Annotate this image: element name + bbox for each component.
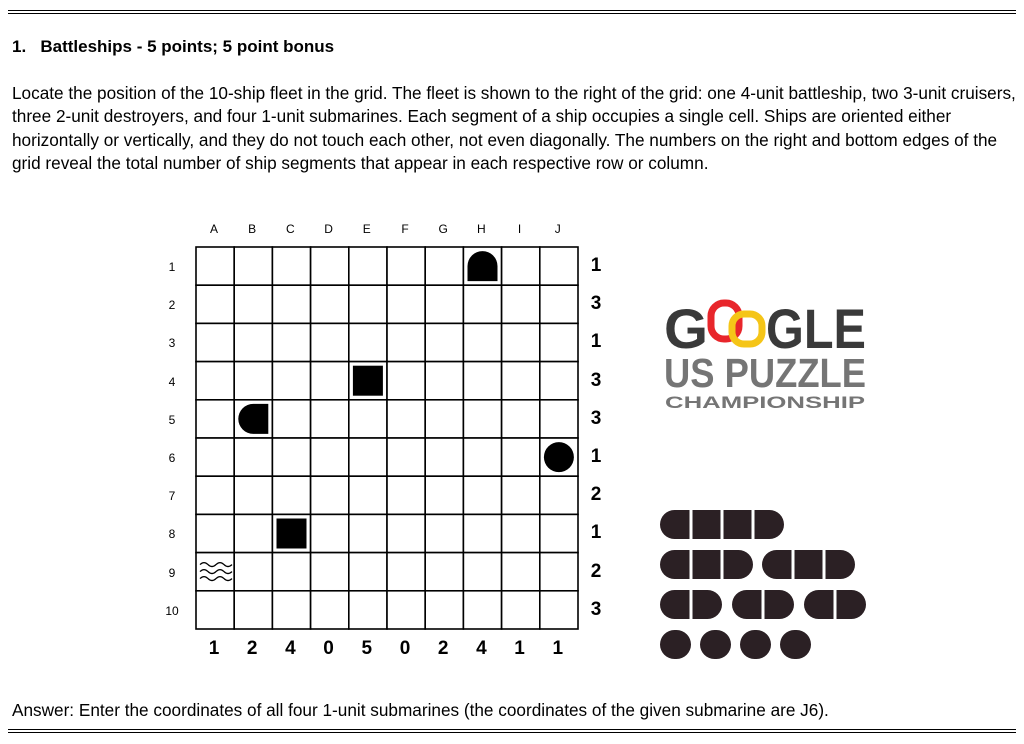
grid-cell-H4[interactable] [463, 362, 501, 400]
grid-cell-H9[interactable] [463, 553, 501, 591]
grid-cell-F3[interactable] [387, 323, 425, 361]
grid-cell-C10[interactable] [272, 591, 310, 629]
grid-cell-I5[interactable] [502, 400, 540, 438]
grid-cell-H10[interactable] [463, 591, 501, 629]
bottom-rule-inner [8, 732, 1016, 733]
destroyer-icon [660, 590, 722, 619]
column-letter-i: I [517, 222, 522, 236]
column-letter-d: D [324, 222, 333, 236]
column-clue-j: 1 [552, 638, 564, 659]
column-letter-b: B [248, 222, 257, 236]
grid-cell-B3[interactable] [234, 323, 272, 361]
row-number-6: 6 [168, 451, 176, 465]
grid-cell-E8[interactable] [349, 514, 387, 552]
submarine-icon [700, 630, 731, 659]
column-clue-c: 4 [285, 638, 296, 659]
grid-cell-F4[interactable] [387, 362, 425, 400]
bottom-rule [8, 729, 1016, 730]
battleship-icon [660, 510, 784, 539]
grid-cell-I9[interactable] [502, 553, 540, 591]
row-number-5: 5 [168, 412, 176, 427]
fleet-key [660, 508, 870, 668]
grid-cell-E3[interactable] [349, 323, 387, 361]
row-number-8: 8 [168, 527, 176, 542]
grid-cell-J7[interactable] [540, 476, 578, 514]
row-number-10: 10 [165, 603, 179, 618]
submarine-icon [780, 630, 811, 659]
grid-cell-E5[interactable] [349, 400, 387, 438]
submarine-icon [660, 630, 691, 659]
grid-cell-H2[interactable] [463, 285, 501, 323]
grid-cell-D10[interactable] [311, 591, 349, 629]
grid-cell-A3[interactable] [196, 323, 234, 361]
grid-cell-G7[interactable] [425, 476, 463, 514]
grid-cell-G6[interactable] [425, 438, 463, 476]
grid-cell-E6[interactable] [349, 438, 387, 476]
svg-text:GLE: GLE [766, 297, 866, 360]
grid-cell-J4[interactable] [540, 362, 578, 400]
destroyer-icon [732, 590, 794, 619]
grid-cell-D4[interactable] [311, 362, 349, 400]
given-submarine-J6 [544, 442, 574, 472]
grid-cell-C1[interactable] [272, 247, 310, 285]
grid-cell-A7[interactable] [196, 476, 234, 514]
grid-cell-C6[interactable] [272, 438, 310, 476]
grid-cell-D3[interactable] [311, 323, 349, 361]
grid-cell-B6[interactable] [234, 438, 272, 476]
puzzle-instructions: Locate the position of the 10-ship fleet in the grid. The fleet is shown to the right of the grid: one 4-unit battleship, two 3-unit cruisers, three 2-unit destroyers, and four 1-unit submarines. Each segment of a ship occupies a single cell. Ships are oriented either horizontally or vertically, and they do not touch each other, not even diagonally. The numbers on the right and bottom edges of the grid reveal the total number of ship segments that appear in each respective row or column. [12, 83, 1016, 173]
grid-cell-D1[interactable] [311, 247, 349, 285]
grid-cell-B4[interactable] [234, 362, 272, 400]
top-rule-inner [8, 13, 1016, 14]
column-letter-j: J [554, 222, 561, 236]
grid-cell-C7[interactable] [272, 476, 310, 514]
grid-cell-D7[interactable] [311, 476, 349, 514]
column-letter-h: H [477, 222, 486, 236]
grid-cell-I2[interactable] [502, 285, 540, 323]
row-clue-5: 3 [590, 407, 602, 429]
grid-cell-I7[interactable] [502, 476, 540, 514]
row-number-7: 7 [168, 489, 176, 504]
grid-cell-F1[interactable] [387, 247, 425, 285]
grid-cell-J5[interactable] [540, 400, 578, 438]
grid-cell-A6[interactable] [196, 438, 234, 476]
grid-cell-G10[interactable] [425, 591, 463, 629]
grid-cell-D2[interactable] [311, 285, 349, 323]
grid-cell-A2[interactable] [196, 285, 234, 323]
grid-cell-B10[interactable] [234, 591, 272, 629]
column-clue-h: 4 [476, 638, 487, 659]
grid-cell-D5[interactable] [311, 400, 349, 438]
grid-cell-C5[interactable] [272, 400, 310, 438]
row-clue-6: 1 [590, 446, 602, 467]
grid-cell-F9[interactable] [387, 553, 425, 591]
grid-cell-F2[interactable] [387, 285, 425, 323]
grid-cell-B2[interactable] [234, 285, 272, 323]
grid-cell-J3[interactable] [540, 323, 578, 361]
row-number-1: 1 [168, 260, 176, 274]
column-letter-a: A [209, 222, 218, 236]
row-clue-7: 2 [590, 484, 602, 506]
cruiser-icon [762, 550, 855, 579]
google-us-puzzle-championship-logo [662, 294, 868, 419]
given-end-top-H1 [468, 251, 498, 281]
grid-cell-I10[interactable] [502, 591, 540, 629]
grid-cell-I1[interactable] [502, 247, 540, 285]
row-clue-1: 1 [590, 255, 602, 276]
grid-cell-J10[interactable] [540, 591, 578, 629]
column-clue-d: 0 [323, 638, 334, 659]
row-clue-4: 3 [590, 369, 602, 391]
grid-cell-I4[interactable] [502, 362, 540, 400]
grid-cell-A8[interactable] [196, 514, 234, 552]
grid-cell-F6[interactable] [387, 438, 425, 476]
grid-cell-E2[interactable] [349, 285, 387, 323]
destroyer-icon [804, 590, 866, 619]
column-letter-e: E [362, 222, 371, 236]
grid-cell-C3[interactable] [272, 323, 310, 361]
row-clue-2: 3 [590, 293, 602, 315]
grid-cell-E1[interactable] [349, 247, 387, 285]
grid-cell-F10[interactable] [387, 591, 425, 629]
grid-cell-H8[interactable] [463, 514, 501, 552]
given-middle-C8 [277, 519, 307, 549]
grid-cell-I8[interactable] [502, 514, 540, 552]
grid-cell-J1[interactable] [540, 247, 578, 285]
grid-cell-C2[interactable] [272, 285, 310, 323]
grid-cell-I6[interactable] [502, 438, 540, 476]
svg-text:G: G [664, 297, 708, 360]
top-rule [8, 10, 1016, 11]
puzzle-title: 1. Battleships - 5 points; 5 point bonus [12, 37, 335, 56]
grid-cell-J2[interactable] [540, 285, 578, 323]
grid-cell-G9[interactable] [425, 553, 463, 591]
battleship-grid[interactable] [195, 246, 579, 630]
grid-cell-G3[interactable] [425, 323, 463, 361]
grid-cell-E9[interactable] [349, 553, 387, 591]
svg-text:CHAMPIONSHIP: CHAMPIONSHIP [665, 393, 865, 412]
grid-cell-C4[interactable] [272, 362, 310, 400]
answer-instruction: Answer: Enter the coordinates of all four 1-unit submarines (the coordinates of the given submarine are J6). [12, 700, 829, 720]
column-clue-b: 2 [246, 638, 258, 659]
grid-cell-A5[interactable] [196, 400, 234, 438]
row-clue-8: 1 [590, 522, 602, 544]
svg-text:US PUZZLE: US PUZZLE [664, 350, 866, 396]
grid-cell-H5[interactable] [463, 400, 501, 438]
given-end-left-B5 [238, 404, 268, 434]
column-clue-a: 1 [208, 638, 220, 659]
row-number-9: 9 [168, 565, 176, 580]
grid-cell-F5[interactable] [387, 400, 425, 438]
row-clue-3: 1 [590, 331, 602, 353]
grid-cell-B7[interactable] [234, 476, 272, 514]
grid-cell-G5[interactable] [425, 400, 463, 438]
grid-cell-F8[interactable] [387, 514, 425, 552]
grid-cell-H7[interactable] [463, 476, 501, 514]
row-clue-9: 2 [590, 560, 602, 582]
grid-cell-D6[interactable] [311, 438, 349, 476]
grid-cell-C9[interactable] [272, 553, 310, 591]
submarine-icon [740, 630, 771, 659]
row-number-2: 2 [168, 298, 176, 313]
grid-cell-G4[interactable] [425, 362, 463, 400]
grid-cell-B1[interactable] [234, 247, 272, 285]
grid-cell-G8[interactable] [425, 514, 463, 552]
column-clue-f: 0 [399, 638, 411, 659]
grid-cell-D8[interactable] [311, 514, 349, 552]
grid-cell-J8[interactable] [540, 514, 578, 552]
column-clue-g: 2 [437, 638, 449, 659]
row-clue-10: 3 [590, 598, 602, 620]
column-clue-i: 1 [514, 638, 525, 659]
row-number-3: 3 [168, 336, 176, 351]
cruiser-icon [660, 550, 753, 579]
grid-cell-A10[interactable] [196, 591, 234, 629]
grid-cell-H6[interactable] [463, 438, 501, 476]
column-clue-e: 5 [361, 638, 373, 659]
grid-cell-H3[interactable] [463, 323, 501, 361]
column-letter-c: C [286, 222, 295, 236]
grid-cell-A1[interactable] [196, 247, 234, 285]
grid-cell-F7[interactable] [387, 476, 425, 514]
grid-cell-B8[interactable] [234, 514, 272, 552]
column-letter-f: F [401, 222, 409, 236]
grid-cell-G1[interactable] [425, 247, 463, 285]
given-middle-E4 [353, 366, 383, 396]
grid-cell-B9[interactable] [234, 553, 272, 591]
grid-cell-A4[interactable] [196, 362, 234, 400]
grid-cell-D9[interactable] [311, 553, 349, 591]
grid-cell-G2[interactable] [425, 285, 463, 323]
column-letter-g: G [438, 222, 448, 236]
grid-cell-I3[interactable] [502, 323, 540, 361]
grid-cell-E10[interactable] [349, 591, 387, 629]
grid-cell-E7[interactable] [349, 476, 387, 514]
grid-cell-J9[interactable] [540, 553, 578, 591]
row-number-4: 4 [168, 374, 176, 389]
